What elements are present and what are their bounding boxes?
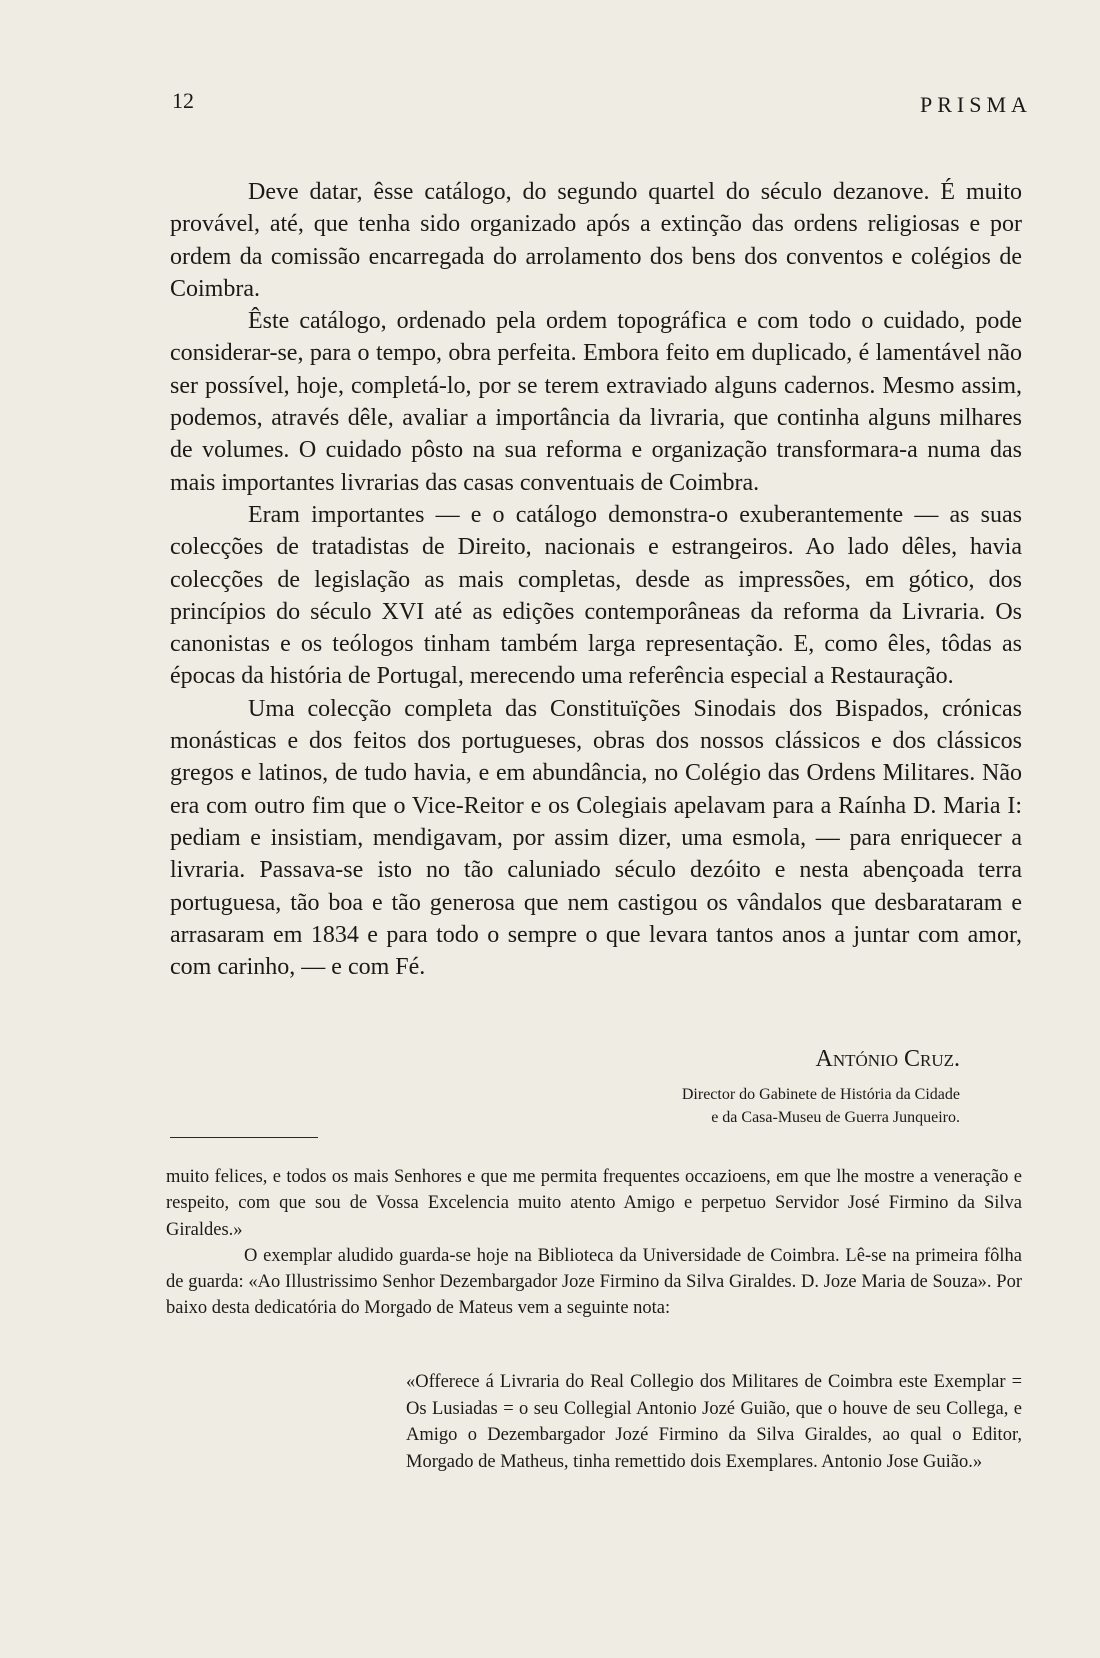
body-paragraph: Êste catálogo, ordenado pela ordem topográfica e com todo o cuidado, pode considerar-se, para o tempo, obra perfeita. Embora feito em duplicado, é lamentável não ser possível, hoje, completá-lo, por se terem extraviado alguns cadernos. Mesmo assim, podemos, através dêle, avaliar a importância da livraria, que continha alguns milhares de volumes. O cuidado pôsto na sua reforma e organização transformara-a numa das mais importantes livrarias das casas conventuais de Coimbra. bbox=[170, 308, 1022, 496]
author-affiliation bbox=[682, 1083, 960, 1129]
footnote-quote: «Offerece á Livraria do Real Collegio dos Militares de Coimbra este Exemplar = Os Lusiadas = o seu Collegial Antonio Jozé Guião, que o houve de seu Collega, e Amigo o Dezembargador Jozé Firmino da Silva Giraldes, ao qual o Editor, Morgado de Matheus, tinha remettido dois Exemplares. Antonio Jose Guião.» bbox=[406, 1372, 1022, 1472]
article-body bbox=[170, 176, 1022, 983]
body-paragraph: Deve datar, êsse catálogo, do segundo quartel do século dezanove. É muito provável, até, que tenha sido organizado após a extinção das ordens religiosas e por ordem da comissão encarregada do arrolamento dos bens dos conventos e colégios de Coimbra. bbox=[170, 179, 1022, 302]
body-paragraph: Uma colecção completa das Constituïções Sinodais dos Bispados, crónicas monásticas e dos feitos dos portugueses, obras dos nossos clássicos e dos clássicos gregos e latinos, de tudo havia, e em abundância, no Colégio das Ordens Militares. Não era com outro fim que o Vice-Reitor e os Colegiais apelavam para a Raínha D. Maria I: pediam e insistiam, mendigavam, por assim dizer, uma esmola, — para enriquecer a livraria. Passava-se isto no tão caluniado século dezóito e nesta abençoada terra portuguesa, tão boa e tão generosa que nem castigou os vândalos que desbarataram e arrasaram em 1834 e para todo o sempre o que levara tantos anos a juntar com amor, com carinho, — e com Fé. bbox=[170, 695, 1022, 981]
affiliation-line: e da Casa-Museu de Guerra Junqueiro. bbox=[711, 1109, 960, 1126]
affiliation-line: Director do Gabinete de História da Cidade bbox=[681, 1086, 960, 1103]
body-paragraph: Eram importantes — e o catálogo demonstra-o exuberantemente — as suas colecções de tratadistas de Direito, nacionais e estrangeiros. Ao lado dêles, havia colecções de legislação as mais completas, desde as impressões, em gótico, dos princípios do século XVI até as edições contemporâneas da reforma da Livraria. Os canonistas e os teólogos tinham também larga representação. E, como êles, tôdas as épocas da história de Portugal, merecendo uma referência especial a Restauração. bbox=[170, 501, 1022, 690]
footnote bbox=[166, 1164, 1022, 1322]
page-number: 12 bbox=[172, 88, 194, 113]
footnote-paragraph: O exemplar aludido guarda-se hoje na Biblioteca da Universidade de Coimbra. Lê-se na primeira fôlha de guarda: «Ao Illustrissimo Senhor Dezembargador Joze Firmino da Silva Giraldes. D. Joze Maria de Souza». Por baixo desta dedicatória do Morgado de Mateus vem a seguinte nota: bbox=[166, 1245, 1022, 1319]
author-signature: António Cruz. bbox=[815, 1046, 960, 1072]
footnote-paragraph: muito felices, e todos os mais Senhores e que me permita frequentes occazioens, em que lhe mostre a veneração e respeito, com que sou de Vossa Excelencia muito atento Amigo e perpetuo Servidor José Firmino da Silva Giraldes.» bbox=[166, 1167, 1022, 1240]
running-head: PRISMA bbox=[920, 92, 1032, 117]
footnote-divider bbox=[170, 1137, 318, 1138]
